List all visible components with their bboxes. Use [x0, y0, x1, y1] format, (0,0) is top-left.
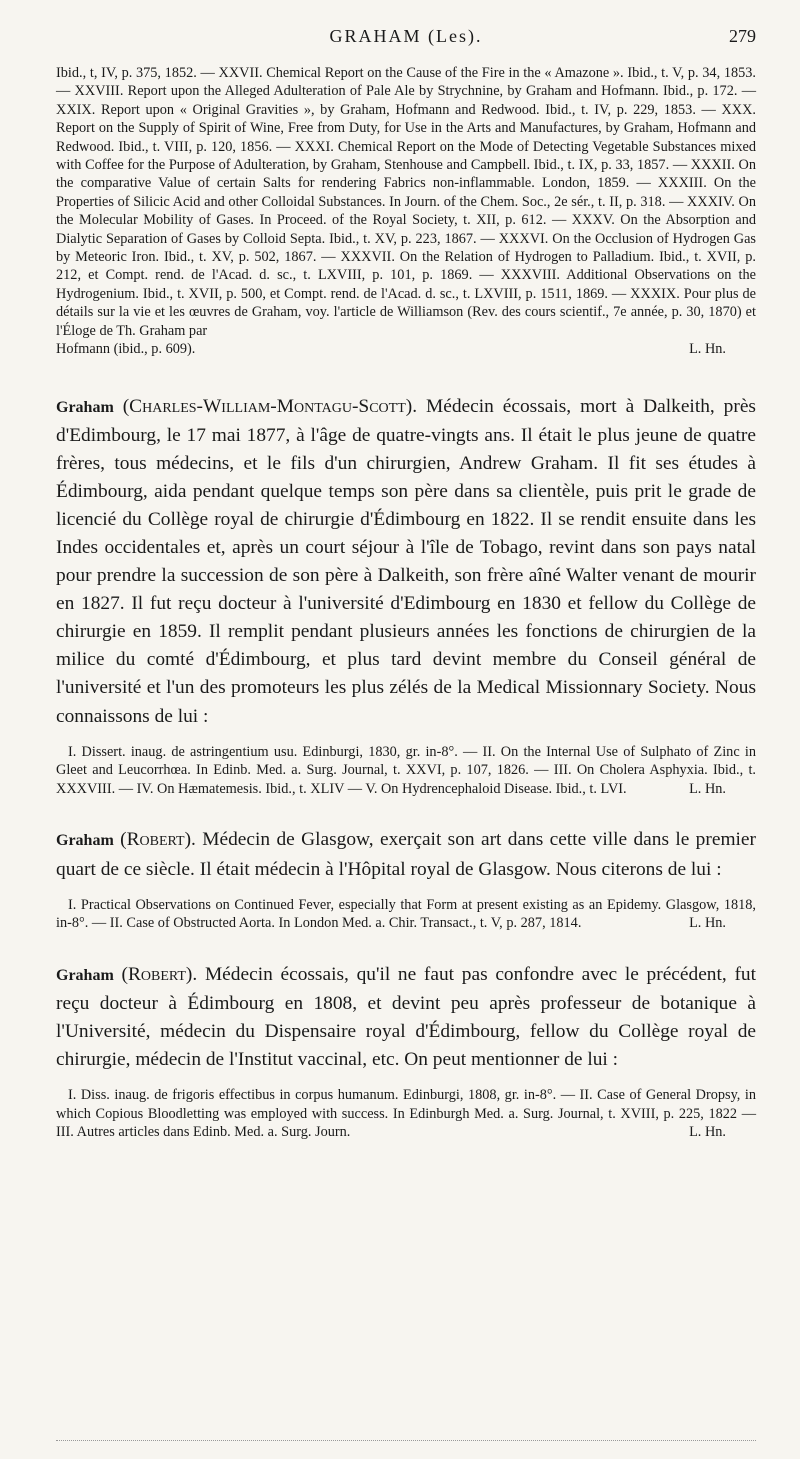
entry-headword: Graham [56, 398, 114, 416]
bottom-rule [56, 1440, 756, 1441]
entry-text: Médecin de Glasgow, exerçait son art dans cette ville dans le premier quart de ce siècle. Il était médecin à l'Hôpital royal de Glasgow. Nous citerons de lui : [56, 829, 756, 880]
entry-works [56, 1086, 756, 1142]
entry-signature: L. Hn. [689, 1124, 726, 1141]
continuation-signature: L. Hn. [689, 341, 726, 358]
page-number: 279 [729, 26, 756, 46]
continuation-end [56, 340, 756, 358]
entry-charles-william-graham [56, 393, 756, 799]
running-title: GRAHAM (Les). [329, 26, 483, 46]
entry-body [56, 826, 756, 883]
entry-body [56, 393, 756, 731]
entry-qualifier: (Robert). [120, 829, 196, 851]
entry-headword: Graham [56, 832, 114, 850]
running-head [56, 26, 756, 54]
entry-robert-graham-glasgow [56, 826, 756, 932]
continuation-last-line: Hofmann (ibid., p. 609). [56, 341, 196, 358]
entry-signature: L. Hn. [689, 780, 726, 797]
entry-qualifier: (Robert). [121, 963, 198, 985]
works-text: I. Practical Observations on Continued Fever, especially that Form at present existing as an Epidemy. Glasgow, 1818, in-8°. — II. Case of Obstructed Aorta. In London Med. a. Chir. Transact., t. V, p. 287, 1814. [56, 896, 756, 932]
entry-text: Médecin écossais, qu'il ne faut pas confondre avec le précédent, fut reçu docteur à Édimbourg en 1808, et devint peu après professeur de botanique à l'Université, médecin du Dispensaire royal d'Édimbourg, fellow du Collège royal de chirurgie, médecin de l'Institut vaccinal, etc. On peut mentionner de lui : [56, 963, 756, 1071]
entry-body [56, 961, 756, 1074]
entry-works [56, 743, 756, 799]
works-text: I. Diss. inaug. de frigoris effectibus in corpus humanum. Edinburgi, 1808, gr. in-8°. — II. Case of General Dropsy, in which Copious Bloodletting was employed with success. In Edinburgh Med. a. Surg. Journal, t. XVIII, p. 225, 1822 — III. Autres articles dans Edinb. Med. a. Surg. Journ. [56, 1087, 756, 1141]
continuation-text: Ibid., t, IV, p. 375, 1852. — XXVII. Chemical Report on the Cause of the Fire in the « Amazone ». Ibid., t. V, p. 34, 1853. — XXVIII. Report upon the Alleged Adulteration of Pale Ale by Strychnine, by Graham and Hofmann. Ibid., p. 172. — XXIX. Report upon « Original Gravities », by Graham, Hofmann and Redwood. Ibid., t. IV, p. 229, 1853. — XXX. Report on the Supply of Spirit of Wine, Free from Duty, for Use in the Arts and Manufactures, by Graham, Hofmann and Redwood. Ibid., t. VIII, p. 120, 1856. — XXXI. Chemical Report on the Mode of Detecting Vegetable Substances mixed with Coffee for the Purpose of Adulteration, by Graham, Stenhouse and Campbell. Ibid., t. IX, p. 33, 1857. — XXXII. On the comparative Value of certain Salts for rendering Fabrics non-inflammable. London, 1859. — XXXIII. On the Properties of Silicic Acid and other Colloidal Substances. In Journ. of the Chem. Soc., 2e sér., t. II, p. 318. — XXXIV. On the Molecular Mobility of Gases. In Proceed. of the Royal Society, t. XII, p. 612. — XXXV. On the Absorption and Dialytic Separation of Gases by Colloid Septa. Ibid., t. XV, p. 223, 1867. — XXXVI. On the Occlusion of Hydrogen Gas by Meteoric Iron. Ibid., t. XV, p. 502, 1867. — XXXVII. On the Relation of Hydrogen to Palladium. Ibid., t. XVII, p. 212, et Compt. rend. de l'Acad. d. sc., t. LXVIII, p. 101, p. 1869. — XXXVIII. Additional Observations on the Hydrogenium. Ibid., t. XVII, p. 500, et Compt. rend. de l'Acad. d. sc., t. LXVIII, p. 1511, 1869. — XXXIX. Pour plus de détails sur la vie et les œuvres de Graham, voy. l'article de Williamson (Rev. des cours scientif., 7e année, p. 30, 1870) et l'Éloge de Th. Graham par [56, 65, 756, 339]
entry-robert-graham-edinburgh [56, 961, 756, 1142]
entry-works [56, 896, 756, 933]
entry-qualifier: (Charles-William-Montagu-Scott). [122, 395, 418, 417]
works-text: I. Dissert. inaug. de astringentium usu. Edinburgi, 1830, gr. in-8°. — II. On the Internal Use of Sulphato of Zinc in Gleet and Leucorrhœa. In Edinb. Med. a. Surg. Journal, t. XXVI, p. 107, 1826. — III. On Cholera Asphyxia. Ibid., t. XXXVIII. — IV. On Hæmatemesis. Ibid., t. XLIV — V. On Hydrencephaloid Disease. Ibid., t. LVI. [56, 743, 756, 797]
entry-headword: Graham [56, 966, 114, 984]
entry-text: Médecin écossais, mort à Dalkeith, près d'Edimbourg, le 17 mai 1877, à l'âge de quatre-vingts ans. Il était le plus jeune de quatre frères, tous médecins, et le fils d'un chirurgien, Andrew Graham. Il fit ses études à Édimbourg, aida pendant quelque temps son père dans sa clientèle, puis prit le grade de licencié du Collège royal de chirurgie d'Édimbourg en 1822. Il se rendit ensuite dans les Indes occidentales et, après un court séjour à l'île de Tobago, revint dans son pays natal pour prendre la succession de son père à Dalkeith, son frère aîné Walter venant de mourir en 1827. Il fut reçu docteur à l'université d'Edimbourg en 1830 et fellow du Collège de chirurgie en 1859. Il remplit pendant plusieurs années les fonctions de chirurgien de la milice du comté d'Édimbourg, et plus tard devint membre du Conseil général de l'université et l'un des promoteurs les plus zélés de la Medical Missionnary Society. Nous connaissons de lui : [56, 395, 756, 727]
entry-signature: L. Hn. [689, 915, 726, 932]
